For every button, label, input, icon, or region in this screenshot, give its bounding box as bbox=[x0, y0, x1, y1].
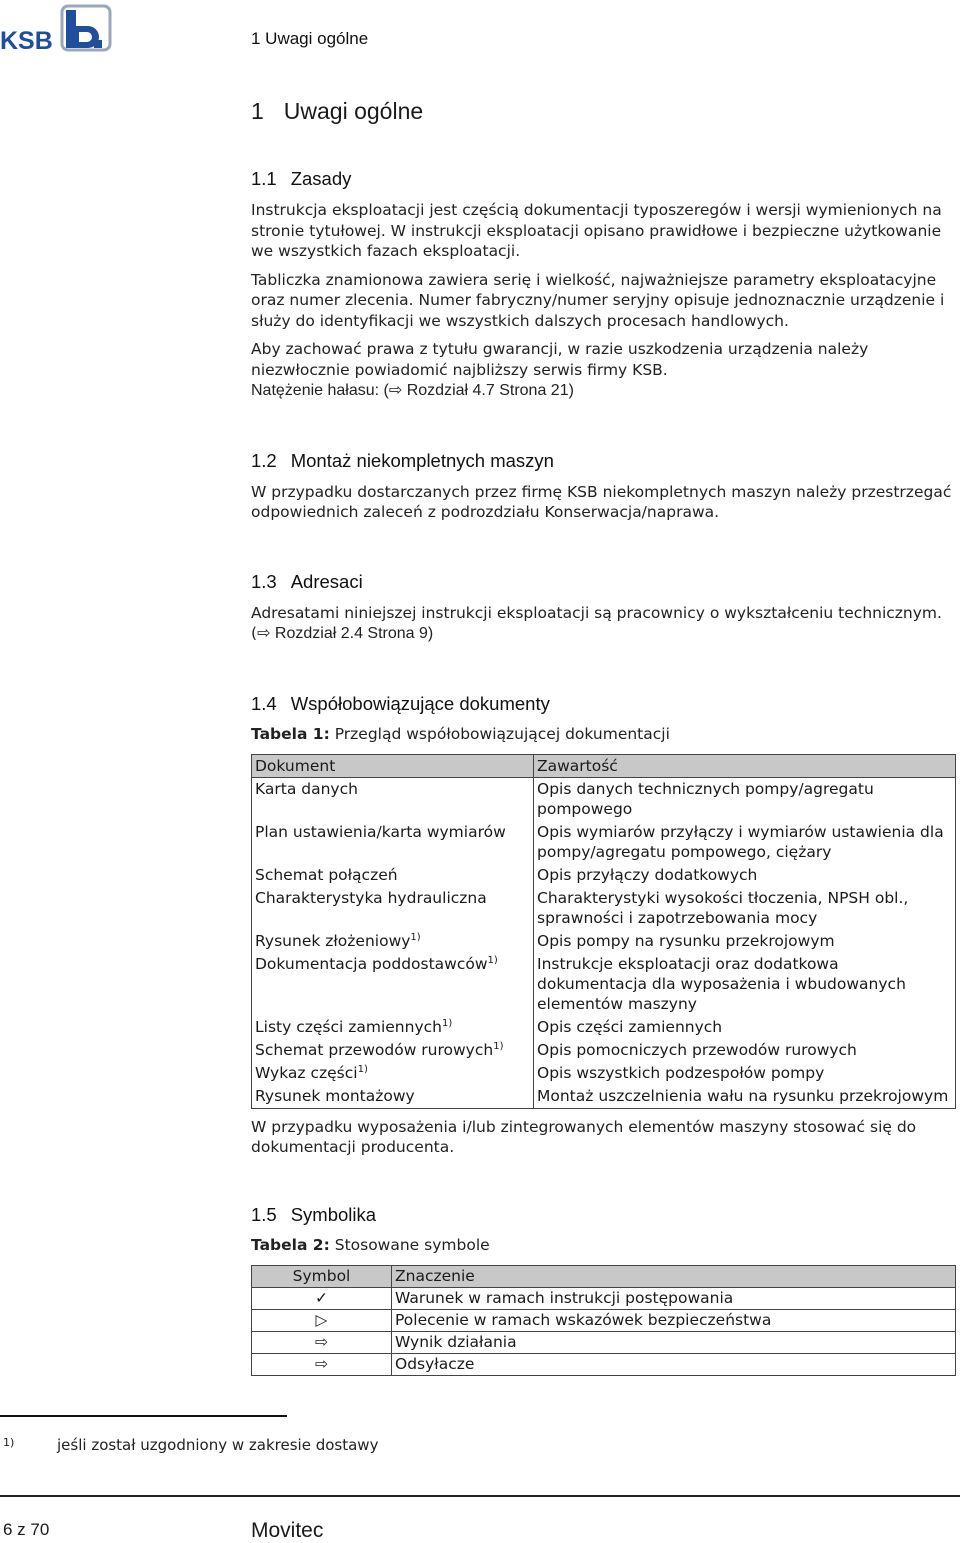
content-cell: Instrukcje eksploatacji oraz dodatkowa dokumentacja dla wyposażenia i wbudowanych elementów maszyny bbox=[534, 953, 956, 1016]
section-title: Adresaci bbox=[290, 570, 363, 592]
main-content bbox=[251, 98, 956, 1376]
section-title: Zasady bbox=[290, 168, 352, 189]
document-cell bbox=[252, 1016, 534, 1039]
symbols-table bbox=[251, 1265, 956, 1376]
meaning-cell: Wynik działania bbox=[392, 1331, 956, 1353]
document-cell bbox=[252, 1085, 534, 1109]
content-cell: Opis części zamiennych bbox=[534, 1016, 956, 1039]
column-header: Zawartość bbox=[534, 754, 956, 777]
meaning-cell: Warunek w ramach instrukcji postępowania bbox=[392, 1287, 956, 1309]
paragraph: W przypadku dostarczanych przez firmę KSB niekompletnych maszyn należy przestrzegać odpowiednich zaleceń z podrozdziału Konserwacja/naprawa. bbox=[251, 482, 952, 521]
table-row bbox=[252, 821, 956, 864]
column-header: Znaczenie bbox=[392, 1265, 956, 1287]
document-cell bbox=[252, 821, 534, 864]
section-number: 1.3 bbox=[251, 570, 277, 592]
column-header: Dokument bbox=[252, 754, 534, 777]
document-cell bbox=[252, 953, 534, 1016]
symbol-icon: ✓ bbox=[252, 1287, 392, 1309]
table-caption-label: Tabela 1: bbox=[251, 724, 330, 743]
footnote-ref: 1) bbox=[487, 954, 498, 966]
document-name: Plan ustawienia/karta wymiarów bbox=[255, 822, 506, 841]
meaning-cell: Polecenie w ramach wskazówek bezpieczeństwa bbox=[392, 1309, 956, 1331]
noise-reference bbox=[251, 380, 956, 402]
paragraph: Aby zachować prawa z tytułu gwarancji, w razie uszkodzenia urządzenia należy niezwłocznie powiadomić najbliższy serwis firmy KSB. bbox=[251, 340, 869, 379]
table-row bbox=[252, 1039, 956, 1062]
document-cell bbox=[252, 777, 534, 821]
document-name: Dokumentacja poddostawców bbox=[255, 954, 488, 973]
footnote-mark: 1) bbox=[3, 1436, 15, 1449]
footnote-ref: 1) bbox=[441, 1017, 453, 1029]
documents-table bbox=[251, 754, 956, 1109]
addressees-text: Adresatami niniejszej instrukcji eksploatacji są pracownicy o wykształceniu technicznym.( bbox=[251, 603, 942, 642]
table-row bbox=[252, 1287, 956, 1309]
document-name: Schemat przewodów rurowych bbox=[255, 1040, 494, 1059]
table-row bbox=[252, 953, 956, 1016]
footnote-divider bbox=[0, 1415, 287, 1417]
paragraph: Tabliczka znamionowa zawiera serię i wielkość, najważniejsze parametry eksploatacyjne oraz numer zlecenia. Numer fabryczny/numer seryjny opisuje jednoznacznie urządzenie i służy do identyfikacji we wszystkich dalszych procesach handlowych. bbox=[251, 270, 945, 330]
footer-divider bbox=[0, 1495, 960, 1497]
section-heading-1-1 bbox=[251, 168, 956, 190]
document-name: Listy części zamiennych bbox=[255, 1017, 442, 1036]
noise-label: Natężenie hałasu: ( bbox=[251, 382, 389, 399]
chapter-title: Uwagi ogólne bbox=[283, 98, 424, 124]
section-title: Montaż niekompletnych maszyn bbox=[290, 449, 554, 471]
section-number: 1.2 bbox=[251, 449, 277, 471]
paragraph: W przypadku wyposażenia i/lub zintegrowanych elementów maszyny stosować się do dokumentacji producenta. bbox=[251, 1117, 917, 1156]
section-heading-1-5 bbox=[251, 1204, 956, 1226]
section-title: Symbolika bbox=[290, 1203, 377, 1225]
content-cell: Opis przyłączy dodatkowych bbox=[534, 864, 956, 887]
section-title: Współobowiązujące dokumenty bbox=[290, 692, 550, 714]
content-cell: Montaż uszczelnienia wału na rysunku przekrojowym bbox=[534, 1085, 956, 1109]
content-cell: Opis wszystkich podzespołów pompy bbox=[534, 1062, 956, 1085]
chapter-number: 1 bbox=[251, 98, 264, 124]
table-caption-text: Stosowane symbole bbox=[329, 1235, 490, 1254]
table-row bbox=[252, 864, 956, 887]
section-heading-1-3 bbox=[251, 571, 956, 593]
table-header-row bbox=[252, 1265, 956, 1287]
meaning-cell: Odsyłacze bbox=[392, 1353, 956, 1375]
symbol-icon: ⇨ bbox=[252, 1353, 392, 1375]
paragraph: Instrukcja eksploatacji jest częścią dokumentacji typoszeregów i wersji wymienionych na stronie tytułowej. W instrukcji eksploatacji opisano prawidłowe i bezpieczne użytkowanie we wszystkich fazach eksploatacji. bbox=[251, 201, 942, 260]
paragraph bbox=[251, 603, 956, 645]
table-caption bbox=[251, 725, 956, 743]
section-number: 1.4 bbox=[251, 692, 277, 714]
cross-reference-link[interactable]: ⇨ Rozdział 2.4 Strona 9) bbox=[257, 625, 434, 642]
table-row bbox=[252, 1309, 956, 1331]
table-row bbox=[252, 777, 956, 821]
table-row bbox=[252, 887, 956, 930]
table-row bbox=[252, 930, 956, 953]
table-row bbox=[252, 1062, 956, 1085]
symbol-icon: ⇨ bbox=[252, 1331, 392, 1353]
document-name: Schemat połączeń bbox=[255, 865, 398, 884]
column-header: Symbol bbox=[252, 1265, 392, 1287]
table-caption-label: Tabela 2: bbox=[251, 1235, 330, 1254]
footnote-text: jeśli został uzgodniony w zakresie dostawy bbox=[57, 1436, 379, 1454]
table-row bbox=[252, 1353, 956, 1375]
running-header-title: 1 Uwagi ogólne bbox=[251, 29, 369, 48]
svg-text:KSB: KSB bbox=[0, 27, 53, 54]
table-caption bbox=[251, 1236, 956, 1254]
document-name: Rysunek montażowy bbox=[255, 1086, 415, 1105]
product-name: Movitec bbox=[251, 1519, 324, 1542]
document-name: Karta danych bbox=[255, 779, 358, 798]
content-cell: Charakterystyki wysokości tłoczenia, NPSH obl., sprawności i zapotrzebowania mocy bbox=[534, 887, 956, 930]
document-cell bbox=[252, 930, 534, 953]
table-caption-text: Przegląd współobowiązującej dokumentacji bbox=[329, 724, 670, 743]
section-heading-1-2 bbox=[251, 450, 956, 472]
content-cell: Opis danych technicznych pompy/agregatu pompowego bbox=[534, 777, 956, 821]
footnote-ref: 1) bbox=[357, 1063, 368, 1075]
footnote-ref: 1) bbox=[493, 1040, 504, 1052]
table-header-row bbox=[252, 754, 956, 777]
table-row bbox=[252, 1085, 956, 1109]
document-cell bbox=[252, 1039, 534, 1062]
table-row bbox=[252, 1016, 956, 1039]
section-heading-1-4 bbox=[251, 693, 956, 715]
content-cell: Opis pompy na rysunku przekrojowym bbox=[534, 930, 956, 953]
cross-reference-link[interactable]: ⇨ Rozdział 4.7 Strona 21) bbox=[388, 382, 574, 399]
section-number: 1.1 bbox=[251, 168, 277, 189]
footnote-ref: 1) bbox=[410, 931, 421, 943]
content-cell: Opis pomocniczych przewodów rurowych bbox=[534, 1039, 956, 1062]
page-number: 6 z 70 bbox=[3, 1520, 50, 1539]
ksb-logo bbox=[0, 4, 114, 54]
document-cell bbox=[252, 887, 534, 930]
content-cell: Opis wymiarów przyłączy i wymiarów ustawienia dla pompy/agregatu pompowego, ciężary bbox=[534, 821, 956, 864]
document-name: Charakterystyka hydrauliczna bbox=[255, 888, 487, 907]
symbol-icon: ▷ bbox=[252, 1309, 392, 1331]
document-cell bbox=[252, 1062, 534, 1085]
document-name: Rysunek złożeniowy bbox=[255, 931, 411, 950]
document-name: Wykaz części bbox=[255, 1063, 358, 1082]
document-cell bbox=[252, 864, 534, 887]
section-number: 1.5 bbox=[251, 1203, 277, 1225]
chapter-heading bbox=[251, 98, 956, 125]
table-row bbox=[252, 1331, 956, 1353]
